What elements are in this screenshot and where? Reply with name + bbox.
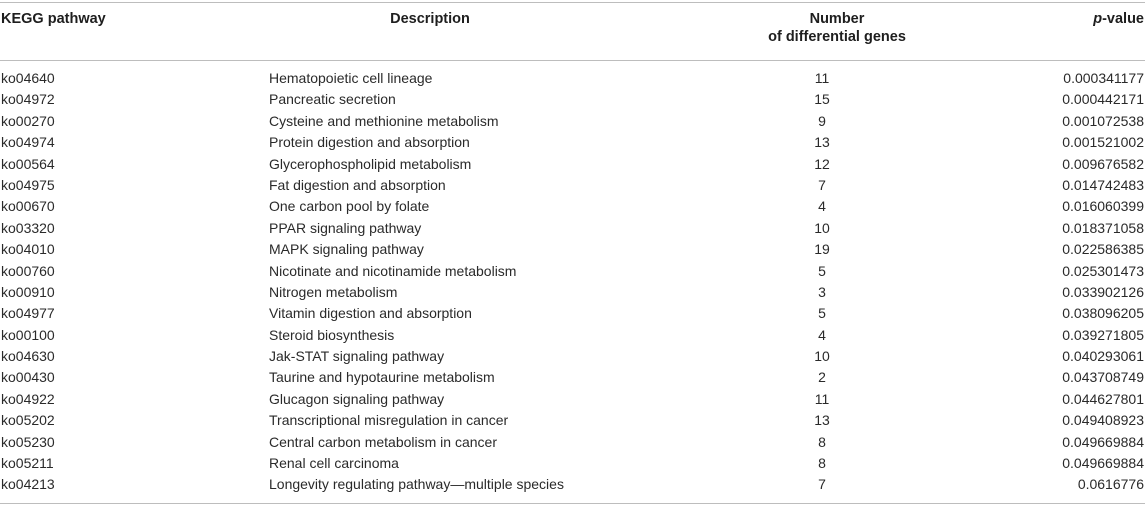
cell-p-value: 0.033902126	[1062, 283, 1144, 300]
table-row	[0, 346, 1145, 367]
cell-kegg-id: ko04010	[1, 241, 55, 258]
cell-description: MAPK signaling pathway	[269, 241, 424, 258]
header-separator-rule	[0, 60, 1145, 61]
cell-p-value: 0.039271805	[1062, 326, 1144, 343]
cell-description: Protein digestion and absorption	[269, 134, 470, 151]
cell-kegg-id: ko00270	[1, 112, 55, 129]
cell-kegg-id: ko04630	[1, 348, 55, 365]
cell-p-value: 0.014742483	[1062, 176, 1144, 193]
header-p-value-rest: -value	[1102, 11, 1144, 27]
cell-description: Central carbon metabolism in cancer	[269, 433, 497, 450]
cell-number: 13	[814, 412, 830, 429]
cell-description: Cysteine and methionine metabolism	[269, 112, 499, 129]
cell-p-value: 0.001072538	[1062, 112, 1144, 129]
cell-description: Longevity regulating pathway—multiple species	[269, 476, 564, 493]
header-p-value	[1093, 10, 1144, 28]
cell-number: 3	[818, 283, 826, 300]
table-row	[0, 432, 1145, 453]
table-row	[0, 474, 1145, 495]
cell-kegg-id: ko05211	[1, 455, 54, 472]
cell-p-value: 0.044627801	[1062, 390, 1144, 407]
cell-kegg-id: ko03320	[1, 219, 55, 236]
cell-number: 8	[818, 455, 826, 472]
cell-kegg-id: ko04977	[1, 305, 55, 322]
cell-p-value: 0.000442171	[1062, 91, 1144, 108]
cell-kegg-id: ko00910	[1, 283, 55, 300]
cell-description: Steroid biosynthesis	[269, 326, 395, 343]
cell-kegg-id: ko04974	[1, 134, 55, 151]
cell-number: 4	[818, 326, 826, 343]
cell-kegg-id: ko05230	[1, 433, 55, 450]
table-row	[0, 196, 1145, 217]
table-row	[0, 282, 1145, 303]
cell-p-value: 0.025301473	[1062, 262, 1144, 279]
cell-p-value: 0.022586385	[1062, 241, 1144, 258]
cell-description: Nitrogen metabolism	[269, 283, 398, 300]
cell-description: One carbon pool by folate	[269, 198, 430, 215]
table-row	[0, 175, 1145, 196]
cell-p-value: 0.040293061	[1062, 348, 1144, 365]
cell-number: 5	[818, 305, 826, 322]
cell-number: 12	[814, 155, 830, 172]
table-row	[0, 453, 1145, 474]
cell-kegg-id: ko00760	[1, 262, 55, 279]
cell-p-value: 0.049408923	[1062, 412, 1144, 429]
cell-p-value: 0.009676582	[1062, 155, 1144, 172]
cell-p-value: 0.038096205	[1062, 305, 1144, 322]
cell-kegg-id: ko04922	[1, 390, 55, 407]
cell-kegg-id: ko05202	[1, 412, 55, 429]
cell-description: Hematopoietic cell lineage	[269, 70, 433, 86]
cell-p-value: 0.049669884	[1062, 433, 1144, 450]
cell-kegg-id: ko00670	[1, 198, 55, 215]
table-row	[0, 261, 1145, 282]
header-number-line1: Number	[809, 11, 865, 27]
cell-description: Transcriptional misregulation in cancer	[269, 412, 509, 429]
header-number-of-differential-genes	[737, 10, 937, 46]
table-body	[0, 68, 1145, 496]
cell-number: 11	[814, 390, 830, 407]
cell-number: 11	[814, 70, 830, 86]
cell-kegg-id: ko00564	[1, 155, 55, 172]
cell-description: Glucagon signaling pathway	[269, 390, 445, 407]
header-p-value-italic: p	[1093, 11, 1103, 27]
header-description: Description	[390, 11, 470, 27]
table-row	[0, 303, 1145, 324]
cell-number: 7	[818, 476, 826, 493]
cell-description: Renal cell carcinoma	[269, 455, 399, 472]
table-row	[0, 218, 1145, 239]
table-row	[0, 367, 1145, 388]
table-row	[0, 89, 1145, 110]
table-row	[0, 111, 1145, 132]
cell-number: 2	[818, 369, 826, 386]
cell-number: 7	[818, 176, 826, 193]
cell-kegg-id: ko04975	[1, 176, 55, 193]
table-bottom-rule	[0, 503, 1145, 504]
cell-number: 15	[814, 91, 830, 108]
cell-description: Glycerophospholipid metabolism	[269, 155, 472, 172]
cell-p-value: 0.0616776	[1077, 476, 1144, 493]
header-kegg-pathway: KEGG pathway	[1, 11, 106, 27]
cell-kegg-id: ko00100	[1, 326, 55, 343]
cell-description: Taurine and hypotaurine metabolism	[269, 369, 495, 386]
table-row	[0, 239, 1145, 260]
cell-kegg-id: ko04213	[1, 476, 55, 493]
cell-number: 10	[814, 348, 830, 365]
cell-description: Fat digestion and absorption	[269, 176, 446, 193]
cell-number: 5	[818, 262, 826, 279]
cell-number: 8	[818, 433, 826, 450]
cell-number: 19	[814, 241, 830, 258]
cell-description: PPAR signaling pathway	[269, 219, 422, 236]
cell-description: Nicotinate and nicotinamide metabolism	[269, 262, 517, 279]
cell-kegg-id: ko04972	[1, 91, 55, 108]
cell-description: Vitamin digestion and absorption	[269, 305, 472, 322]
cell-description: Pancreatic secretion	[269, 91, 396, 108]
table-row	[0, 389, 1145, 410]
cell-kegg-id: ko00430	[1, 369, 55, 386]
table-row	[0, 68, 1145, 89]
table-row	[0, 132, 1145, 153]
table-row	[0, 154, 1145, 175]
table-header	[0, 0, 1145, 60]
cell-p-value: 0.018371058	[1062, 219, 1144, 236]
cell-p-value: 0.043708749	[1062, 369, 1144, 386]
cell-p-value: 0.000341177	[1063, 70, 1144, 86]
table-row	[0, 325, 1145, 346]
cell-kegg-id: ko04640	[1, 70, 55, 86]
cell-p-value: 0.001521002	[1062, 134, 1144, 151]
header-number-line2: of differential genes	[768, 29, 906, 45]
table-row	[0, 410, 1145, 431]
cell-number: 10	[814, 219, 830, 236]
cell-number: 4	[818, 198, 826, 215]
cell-description: Jak-STAT signaling pathway	[269, 348, 445, 365]
cell-number: 9	[818, 112, 826, 129]
cell-p-value: 0.016060399	[1062, 198, 1144, 215]
cell-number: 13	[814, 134, 830, 151]
cell-p-value: 0.049669884	[1062, 455, 1144, 472]
